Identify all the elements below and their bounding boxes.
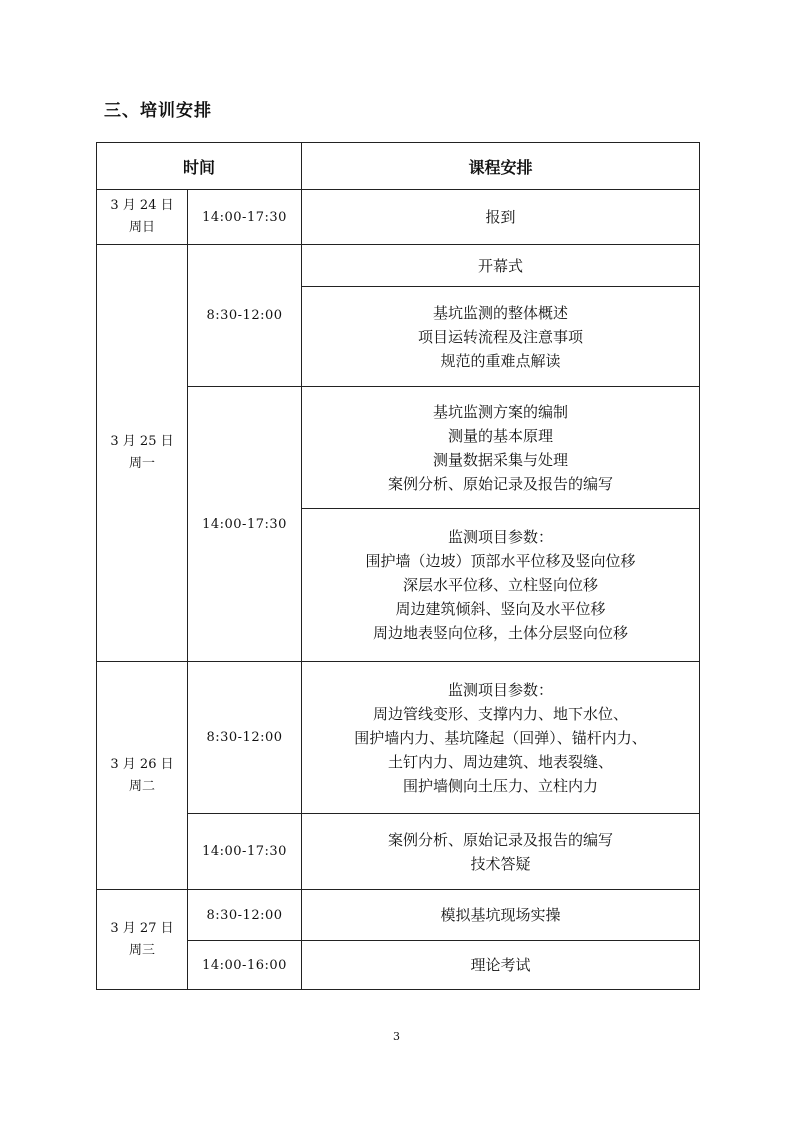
course-cell [302, 287, 700, 387]
course-header: 课程安排 [302, 143, 700, 190]
time-cell: 14:00-17:30 [188, 190, 302, 245]
course-line: 围护墙侧向土压力、立柱内力 [403, 776, 599, 795]
table-row [97, 387, 700, 509]
course-line: 项目运转流程及注意事项 [418, 327, 584, 346]
course-line: 监测项目参数： [448, 680, 554, 699]
course-line: 测量数据采集与处理 [433, 450, 569, 469]
course-line: 开幕式 [478, 256, 524, 275]
course-line: 围护墙内力、基坑隆起（回弹）、锚杆内力、 [354, 728, 647, 747]
course-line: 基坑监测方案的编制 [433, 402, 569, 421]
course-line: 技术答疑 [470, 854, 531, 873]
section-title: 三、培训安排 [104, 101, 212, 121]
weekday-text: 周一 [128, 456, 155, 471]
page-number: 3 [393, 1030, 400, 1043]
date-cell [97, 245, 188, 662]
course-cell [302, 387, 700, 509]
course-line: 理论考试 [470, 956, 531, 974]
time-header: 时间 [97, 143, 302, 190]
course-line: 案例分析、原始记录及报告的编写 [388, 474, 614, 493]
date-cell [97, 662, 188, 890]
time-cell: 14:00-16:00 [188, 941, 302, 990]
weekday-text: 周二 [128, 778, 155, 794]
time-cell: 8:30-12:00 [188, 662, 302, 814]
table-row [97, 245, 700, 287]
training-schedule-table [96, 142, 700, 990]
course-cell [302, 662, 700, 814]
time-cell: 14:00-17:30 [188, 387, 302, 662]
course-cell [302, 814, 700, 890]
weekday-text: 周三 [128, 942, 155, 958]
course-line: 周边管线变形、支撑内力、地下水位、 [373, 704, 629, 723]
course-line: 深层水平位移、立柱竖向位移 [403, 576, 599, 594]
table-row [97, 814, 700, 890]
time-cell: 14:00-17:30 [188, 814, 302, 890]
course-cell [302, 890, 700, 941]
table-row [97, 890, 700, 941]
weekday-text: 周日 [128, 220, 155, 235]
course-line: 报到 [485, 208, 516, 226]
time-cell: 8:30-12:00 [188, 245, 302, 387]
table-row [97, 190, 700, 245]
date-cell [97, 890, 188, 990]
date-text: 3 月 27 日 [110, 920, 174, 936]
table-row [97, 941, 700, 990]
date-text: 3 月 26 日 [110, 756, 174, 772]
course-line: 模拟基坑现场实操 [440, 906, 561, 924]
course-line: 围护墙（边坡）顶部水平位移及竖向位移 [365, 552, 636, 570]
time-cell: 8:30-12:00 [188, 890, 302, 941]
course-cell [302, 245, 700, 287]
course-cell [302, 941, 700, 990]
course-line: 周边建筑倾斜、竖向及水平位移 [395, 600, 606, 618]
course-line: 测量的基本原理 [448, 426, 554, 445]
course-line: 监测项目参数： [448, 528, 554, 546]
course-line: 规范的重难点解读 [440, 351, 561, 370]
date-cell [97, 190, 188, 245]
course-line: 基坑监测的整体概述 [433, 303, 569, 322]
course-line: 案例分析、原始记录及报告的编写 [388, 830, 614, 849]
course-line: 周边地表竖向位移，土体分层竖向位移 [373, 624, 629, 642]
date-text: 3 月 25 日 [110, 434, 174, 449]
table-row [97, 662, 700, 814]
date-text: 3 月 24 日 [110, 198, 174, 213]
table-header-row [97, 143, 700, 190]
course-cell [302, 190, 700, 245]
course-line: 土钉内力、周边建筑、地表裂缝、 [388, 752, 614, 771]
course-cell [302, 509, 700, 662]
